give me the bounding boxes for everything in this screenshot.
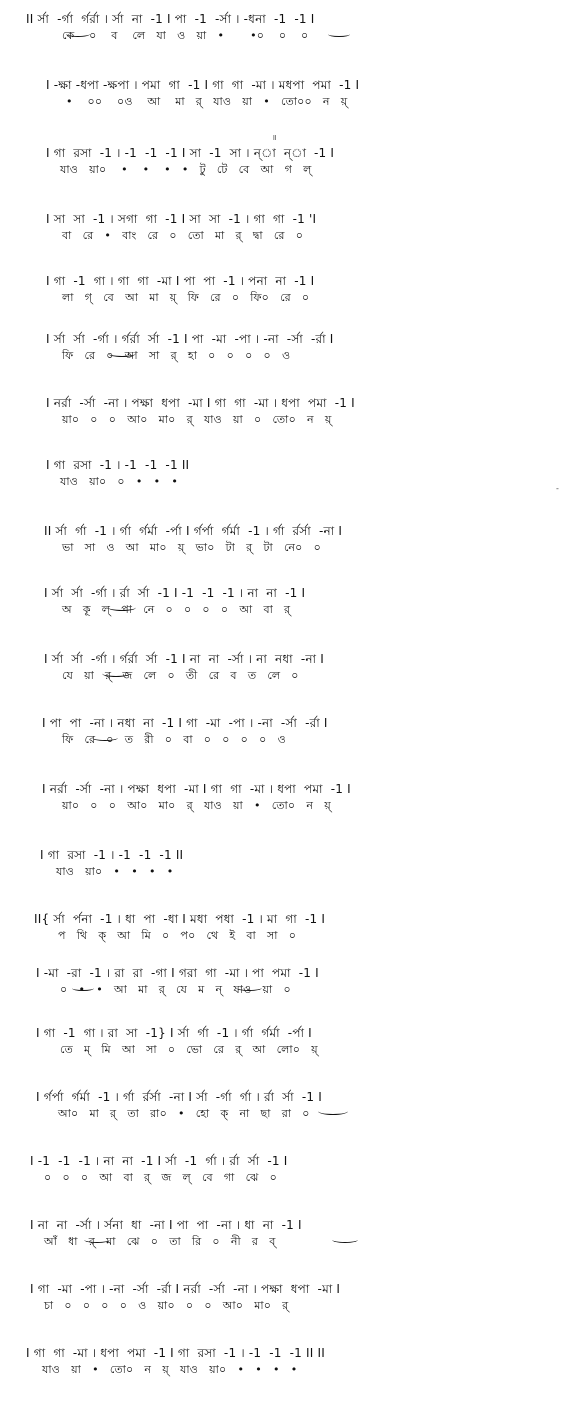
lyric-line: ফি রে ০ আ সা র্ হা ০ ০ ০ ০ ও xyxy=(62,349,291,362)
swara-line: II{ র্সা র্পনা -1 । ধা পা -ধা I মধা পধা -1 । মা গা -1 I xyxy=(34,912,326,926)
swara-line: II র্সা -র্গা র্গর্রা । র্সা না -1 I পা -1 -র্সা । -ধনা -1 -1 I xyxy=(26,12,315,26)
lyric-line: অ কূ ল্ পা নে ০ ০ ০ ০ আ বা র্ xyxy=(62,603,291,616)
ink-mark: - xyxy=(556,484,559,493)
swara-line: I নর্রা -র্সা -না । পক্ষা ধপা -মা I গা গা -মা । ধপা পমা -1 I xyxy=(46,396,355,410)
slur-mark xyxy=(66,26,90,37)
swara-line: I র্সা র্সা -র্গা । র্গর্রা র্সা -1 I না না -র্সা । না নধা -না I xyxy=(44,652,324,666)
lyric-line: ০ • • আ মা র্ যে ম ন্ যাও য়া ০ xyxy=(60,983,291,996)
slur-mark xyxy=(328,26,350,37)
slur-mark xyxy=(102,666,130,677)
slur-mark xyxy=(84,1232,110,1243)
swara-line: I নর্রা -র্সা -না । পক্ষা ধপা -মা I গা গা -মা । ধপা পমা -1 I xyxy=(42,782,351,796)
slur-mark xyxy=(318,1104,348,1115)
slur-mark xyxy=(72,980,94,991)
swara-line: I গা -1 গা । রা সা -1} I র্সা র্গা -1 । র্গা র্গর্মা -র্পা I xyxy=(36,1026,312,1040)
lyric-line: আ০ মা র্ তা রা০ • হো ক্ না ছা রা ০ xyxy=(58,1107,310,1120)
swara-line: I -ক্ষা -ধপা -ক্ষপা । পমা গা -1 I গা গা -মা । মধপা পমা -1 I xyxy=(46,78,360,92)
slur-mark xyxy=(108,346,136,357)
swara-line: I না না -র্সা । র্সনা ধা -না I পা পা -না । ধা না -1 I xyxy=(30,1218,302,1232)
lyric-line: আঁ ধা র্ মা ঝে ০ তা রি ০ নী র ব্ xyxy=(44,1235,276,1248)
lyric-line: প থি ক্ আ মি ০ প০ থে ই বা সা ০ xyxy=(58,929,297,942)
lyric-line: তে ম্ মি আ সা ০ ভো রে র্ আ লো০ য়্ xyxy=(60,1043,318,1056)
swara-line: II র্সা র্গা -1 । র্গা র্গর্মা -র্পা I র্গর্পা র্গর্মা -1 । র্গা র্রর্সা -না I xyxy=(44,524,343,538)
swara-line: I পা পা -না । নধা না -1 I গা -মা -পা । -না -র্সা -র্রা I xyxy=(42,716,328,730)
slur-mark xyxy=(108,600,136,611)
ink-mark: ॥ xyxy=(272,133,277,142)
lyric-line: য়া০ ০ ০ আ০ মা০ র্ যাও য়া • তো০ ন য়্ xyxy=(62,799,331,812)
swara-line: I গা রসা -1 । -1 -1 -1 I সা -1 সা । ন্‌া ন্‌া -1 I xyxy=(46,146,335,160)
lyric-line: যাও য়া০ ০ • • • xyxy=(60,475,179,488)
lyric-line: কে ০ ব লে যা ও য়া • •০ ০ ০ xyxy=(62,29,309,42)
swara-line: I গা -1 গা । গা গা -মা I পা পা -1 । পনা না -1 I xyxy=(46,274,315,288)
swara-line: I -1 -1 -1 । না না -1 I র্সা -1 র্গা । র্রা র্সা -1 I xyxy=(30,1154,288,1168)
swara-line: I র্সা র্সা -র্গা । র্গর্রা র্সা -1 I পা -মা -পা । -না -র্সা -র্রা I xyxy=(46,332,334,346)
lyric-line: লা গ্ বে আ মা য়্ ফি রে ০ ফি০ রে ০ xyxy=(62,291,310,304)
swara-line: I সা সা -1 । সগা গা -1 I সা সা -1 । গা গা -1 'I xyxy=(46,212,317,226)
lyric-line: যাও য়া • তো০ ন য়্ যাও য়া০ • • • • xyxy=(42,1363,298,1376)
lyric-line: য়া০ ০ ০ আ০ মা০ র্ যাও য়া ০ তো০ ন য়্ xyxy=(62,413,332,426)
lyric-line: ফি রে ০ ত রী ০ বা ০ ০ ০ ০ ও xyxy=(62,733,286,746)
lyric-line: যে য়া র্ জ লে ০ তী রে ব ত লে ০ xyxy=(62,669,299,682)
slur-mark xyxy=(332,1232,358,1243)
swara-line: I র্সা র্সা -র্গা । র্রা র্সা -1 I -1 -1 -1 । না না -1 I xyxy=(44,586,306,600)
swara-line: I গা -মা -পা । -না -র্সা -র্রা I নর্রা -র্সা -না । পক্ষা ধপা -মা I xyxy=(30,1282,341,1296)
lyric-line: ভা সা ও আ মা০ য়্ ভা০ টা র্ টা নে০ ০ xyxy=(62,541,321,554)
swara-line: I গা রসা -1 । -1 -1 -1 II xyxy=(40,848,184,862)
lyric-line: বা রে • বাং রে ০ তো মা র্ দ্বা রে ০ xyxy=(62,229,304,242)
swara-line: I র্গর্পা র্গর্মা -1 । র্গা র্রর্সা -না I র্সা -র্গা র্গা । র্রা র্সা -1 I xyxy=(36,1090,323,1104)
slur-mark xyxy=(236,980,262,991)
swara-line: I গা গা -মা । ধপা পমা -1 I গা রসা -1 । -1 -1 -1 II II xyxy=(26,1346,325,1360)
lyric-line: যাও য়া০ • • • • xyxy=(56,865,174,878)
swara-line: I গা রসা -1 । -1 -1 -1 II xyxy=(46,458,190,472)
swara-line: I -মা -রা -1 । রা রা -গা I গরা গা -মা । পা পমা -1 I xyxy=(36,966,319,980)
lyric-line: যাও য়া০ • • • • টু টে বে আ গ ল্ xyxy=(60,163,312,176)
lyric-line: • ০০ ০ও আ মা র্ যাও য়া • তো০০ ন য়্ xyxy=(66,95,348,108)
lyric-line: চা ০ ০ ০ ০ ও য়া০ ০ ০ আ০ মা০ র্ xyxy=(44,1299,289,1312)
lyric-line: ০ ০ ০ আ বা র্ জ ল্ বে গা ঝে ০ xyxy=(44,1171,278,1184)
slur-mark xyxy=(92,730,118,741)
